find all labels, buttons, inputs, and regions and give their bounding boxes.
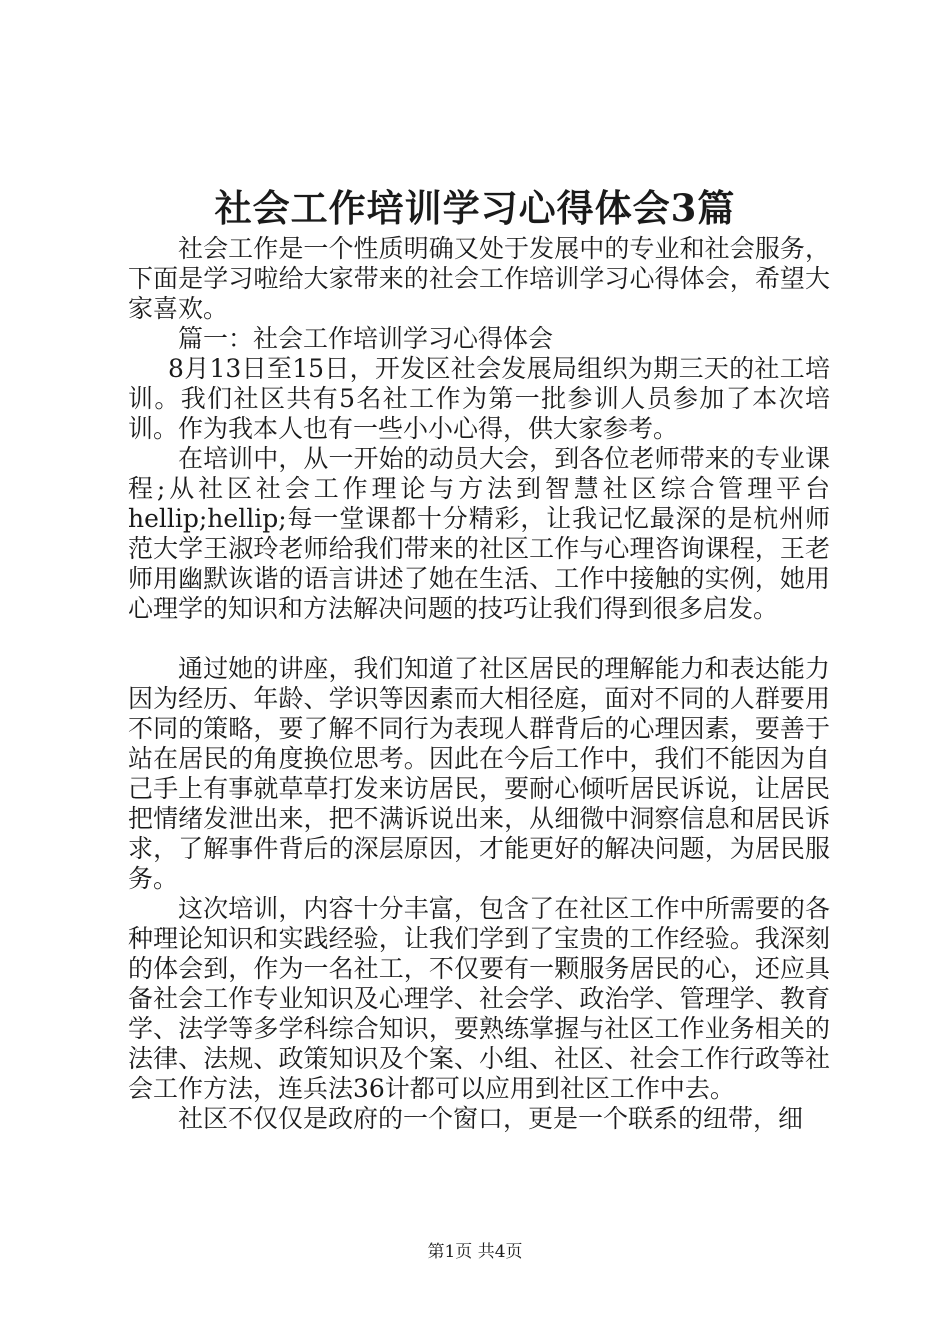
body-paragraph: 社区不仅仅是政府的一个窗口，更是一个联系的纽带，细	[178, 1104, 804, 1133]
page-footer: 第1页 共4页	[427, 1242, 523, 1262]
section-heading: 篇一：社会工作培训学习心得体会	[178, 324, 554, 353]
body-paragraph: 8月13日至15日，开发区社会发展局组织为期三天的社工培训。我们社区共有5名社工作为第一批参训人员参加了本次培训。作为我本人也有一些小小心得，供大家参考。	[128, 354, 830, 443]
document-body	[128, 234, 830, 1134]
body-paragraph: 通过她的讲座，我们知道了社区居民的理解能力和表达能力因为经历、年龄、学识等因素而大相径庭，面对不同的人群要用不同的策略，要了解不同行为表现人群背后的心理因素，要善于站在居民的角度换位思考。因此在今后工作中，我们不能因为自己手上有事就草草打发来访居民，要耐心倾听居民诉说，让居民把情绪发泄出来，把不满诉说出来，从细微中洞察信息和居民诉求，了解事件背后的深层原因，才能更好的解决问题，为居民服务。	[128, 654, 830, 893]
body-paragraph: 这次培训，内容十分丰富，包含了在社区工作中所需要的各种理论知识和实践经验，让我们学到了宝贵的工作经验。我深刻的体会到，作为一名社工，不仅要有一颗服务居民的心，还应具备社会工作专业知识及心理学、社会学、政治学、管理学、教育学、法学等多学科综合知识，要熟练掌握与社区工作业务相关的法律、法规、政策知识及个案、小组、社区、社会工作行政等社会工作方法，连兵法36计都可以应用到社区工作中去。	[128, 894, 830, 1103]
body-paragraph: 在培训中，从一开始的动员大会，到各位老师带来的专业课程;从社区社会工作理论与方法到智慧社区综合管理平台hellip;hellip;每一堂课都十分精彩，让我记忆最深的是杭州师范大学王淑玲老师给我们带来的社区工作与心理咨询课程，王老师用幽默诙谐的语言讲述了她在生活、工作中接触的实例，她用心理学的知识和方法解决问题的技巧让我们得到很多启发。	[128, 444, 830, 623]
document-title: 社会工作培训学习心得体会3篇	[214, 186, 736, 230]
intro-paragraph: 社会工作是一个性质明确又处于发展中的专业和社会服务，下面是学习啦给大家带来的社会工作培训学习心得体会，希望大家喜欢。	[128, 234, 830, 323]
